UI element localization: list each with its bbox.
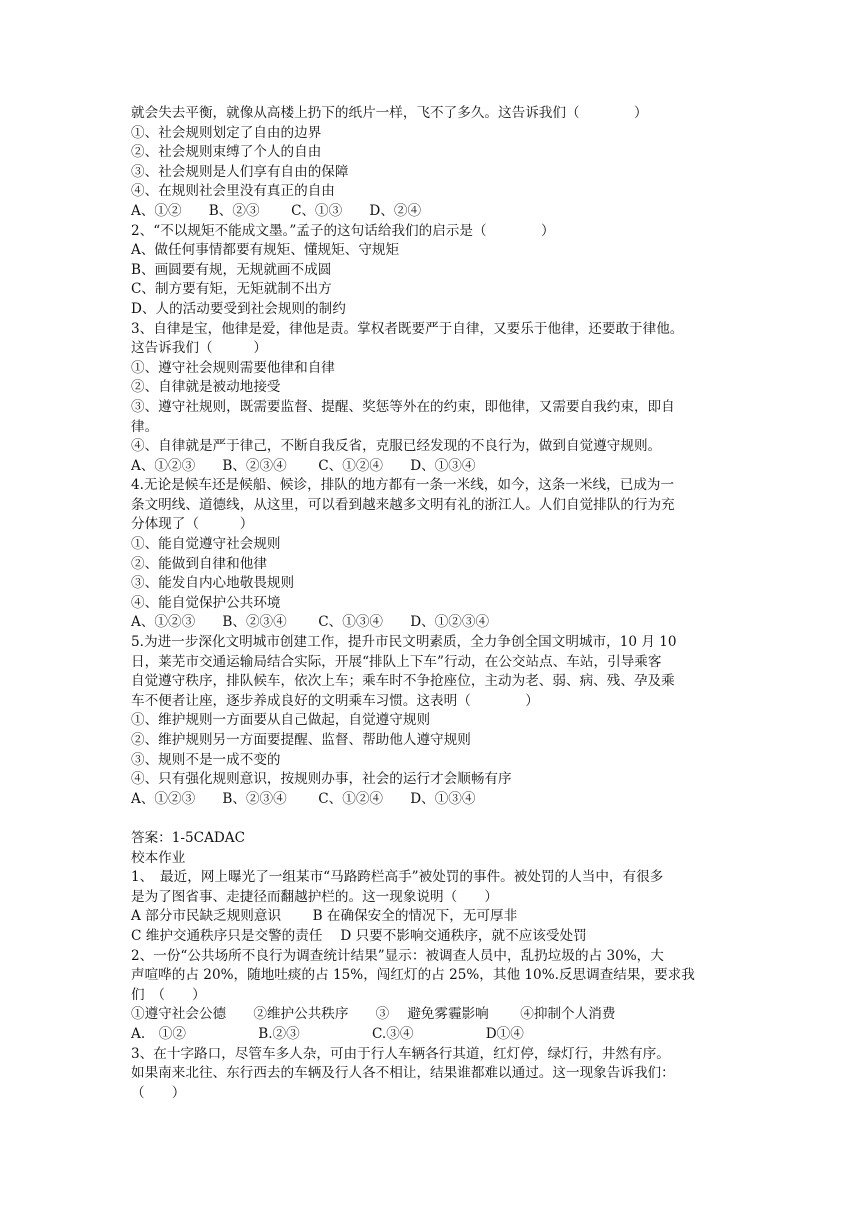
text-line: ①、维护规则一方面要从自己做起，自觉遵守规则 bbox=[131, 712, 431, 729]
text-line: ④、能自觉保护公共环境 bbox=[131, 594, 281, 611]
text-line: B、画圆要有规，无规就画不成圆 bbox=[131, 261, 332, 278]
text-line: ②、自律就是被动地接受 bbox=[131, 379, 281, 396]
text-line: ③、能发自内心地敬畏规则 bbox=[131, 575, 295, 592]
text-line: （ ） bbox=[131, 1084, 186, 1101]
document-body bbox=[131, 104, 741, 1103]
text-line: 是为了图省事、走捷径而翻越护栏的。这一现象说明（ ） bbox=[131, 888, 499, 905]
text-line: ③、规则不是一成不变的 bbox=[131, 751, 281, 768]
text-line: 1、 最近，网上曝光了一组某市“马路跨栏高手”被处罚的事件。被处罚的人当中，有很多 bbox=[131, 869, 664, 886]
text-line: 3、自律是宝，他律是爱，律他是责。掌权者既要严于自律，又要乐于他律，还要敢于律他。 bbox=[131, 320, 684, 337]
text-line: ④、只有强化规则意识，按规则办事，社会的运行才会顺畅有序 bbox=[131, 771, 512, 788]
text-line: 就会失去平衡，就像从高楼上扔下的纸片一样，飞不了多久。这告诉我们（ ） bbox=[131, 105, 648, 121]
text-line: 4.无论是候车还是候船、候诊，排队的地方都有一条一米线，如今，这条一米线，已成为一 bbox=[131, 477, 675, 494]
text-line: ③、遵守社规则，既需要监督、提醒、奖惩等外在的约束，即他律，又需要自我约束，即自 bbox=[131, 398, 675, 415]
text-line: D、人的活动要受到社会规则的制约 bbox=[131, 300, 346, 317]
text-line: 这告诉我们（ ） bbox=[131, 340, 267, 357]
text-line: 们 （ ） bbox=[131, 986, 206, 1003]
text-line: 分体现了（ ） bbox=[131, 516, 254, 533]
text-line: A. ①② B.②③ C.③④ D①④ bbox=[131, 1025, 524, 1042]
text-line: 律。 bbox=[131, 418, 159, 435]
text-line: 如果南来北往、东行西去的车辆及行人各不相让，结果谁都难以通过。这一现象告诉我们： bbox=[131, 1065, 675, 1082]
text-line: 日，莱芜市交通运输局结合实际，开展“排队上下车”行动，在公交站点、车站，引导乘客 bbox=[131, 653, 662, 670]
text-line: ①遵守社会公德 ②维护公共秩序 ③ 避免雾霾影响 ④抑制个人消费 bbox=[131, 1006, 616, 1023]
text-line: A 部分市民缺乏规则意识 B 在确保安全的情况下，无可厚非 bbox=[131, 908, 518, 925]
text-line: 2、“不以规矩不能成文墨。”孟子的这句话给我们的启示是（ ） bbox=[131, 222, 555, 239]
text-line: 2、一份“公共场所不良行为调查统计结果”显示：被调查人员中，乱扔垃圾的占 30%，大 bbox=[131, 947, 664, 964]
text-line: ③、社会规则是人们享有自由的保障 bbox=[131, 163, 349, 180]
text-line: A、①②③ B、②③④ C、①②④ D、①③④ bbox=[131, 790, 476, 807]
text-line: 校本作业 bbox=[131, 849, 186, 866]
text-line: 车不便者让座，逐步养成良好的文明乘车习惯。这表明（ ） bbox=[131, 692, 539, 709]
text-line: 3、在十字路口，尽管车多人杂，可由于行人车辆各行其道，红灯停，绿灯行，井然有序。 bbox=[131, 1045, 670, 1062]
text-line: A、①②③ B、②③④ C、①②④ D、①③④ bbox=[131, 457, 476, 474]
text-line: ①、能自觉遵守社会规则 bbox=[131, 536, 281, 553]
text-line: A、①②③ B、②③④ C、①③④ D、①②③④ bbox=[131, 614, 490, 631]
text-line: 条文明线、道德线，从这里，可以看到越来越多文明有礼的浙江人。人们自觉排队的行为充 bbox=[131, 496, 675, 513]
text-line: A、①② B、②③ C、①③ D、②④ bbox=[131, 202, 422, 219]
text-line: A、做任何事情都要有规矩、懂规矩、守规矩 bbox=[131, 242, 400, 259]
text-line: ①、社会规则划定了自由的边界 bbox=[131, 124, 322, 141]
text-line: 声喧哗的占 20%，随地吐痰的占 15%，闯红灯的占 25%，其他 10%.反思调查结果，要求我 bbox=[131, 967, 695, 984]
text-line: C、制方要有矩，无矩就制不出方 bbox=[131, 281, 332, 298]
text-line: ①、遵守社会规则需要他律和自律 bbox=[131, 359, 335, 376]
text-line: ④、自律就是严于律己，不断自我反省，克服已经发现的不良行为，做到自觉遵守规则。 bbox=[131, 438, 662, 455]
text-line: ②、维护规则另一方面要提醒、监督、帮助他人遵守规则 bbox=[131, 732, 471, 748]
text-line: ④、在规则社会里没有真正的自由 bbox=[131, 183, 335, 200]
text-line: ②、能做到自律和他律 bbox=[131, 555, 267, 572]
text-line: 5.为进一步深化文明城市创建工作，提升市民文明素质，全力争创全国文明城市，10 月 10 bbox=[131, 634, 677, 651]
text-line: C 维护交通秩序只是交警的责任 D 只要不影响交通秩序，就不应该受处罚 bbox=[131, 927, 587, 944]
text-line: 答案：1-5CADAC bbox=[131, 829, 246, 846]
text-line: ②、社会规则束缚了个人的自由 bbox=[131, 144, 322, 161]
text-line: 自觉遵守秩序，排队候车，依次上车；乘车时不争抢座位，主动为老、弱、病、残、孕及乘 bbox=[131, 673, 675, 690]
blank-line bbox=[131, 809, 741, 829]
